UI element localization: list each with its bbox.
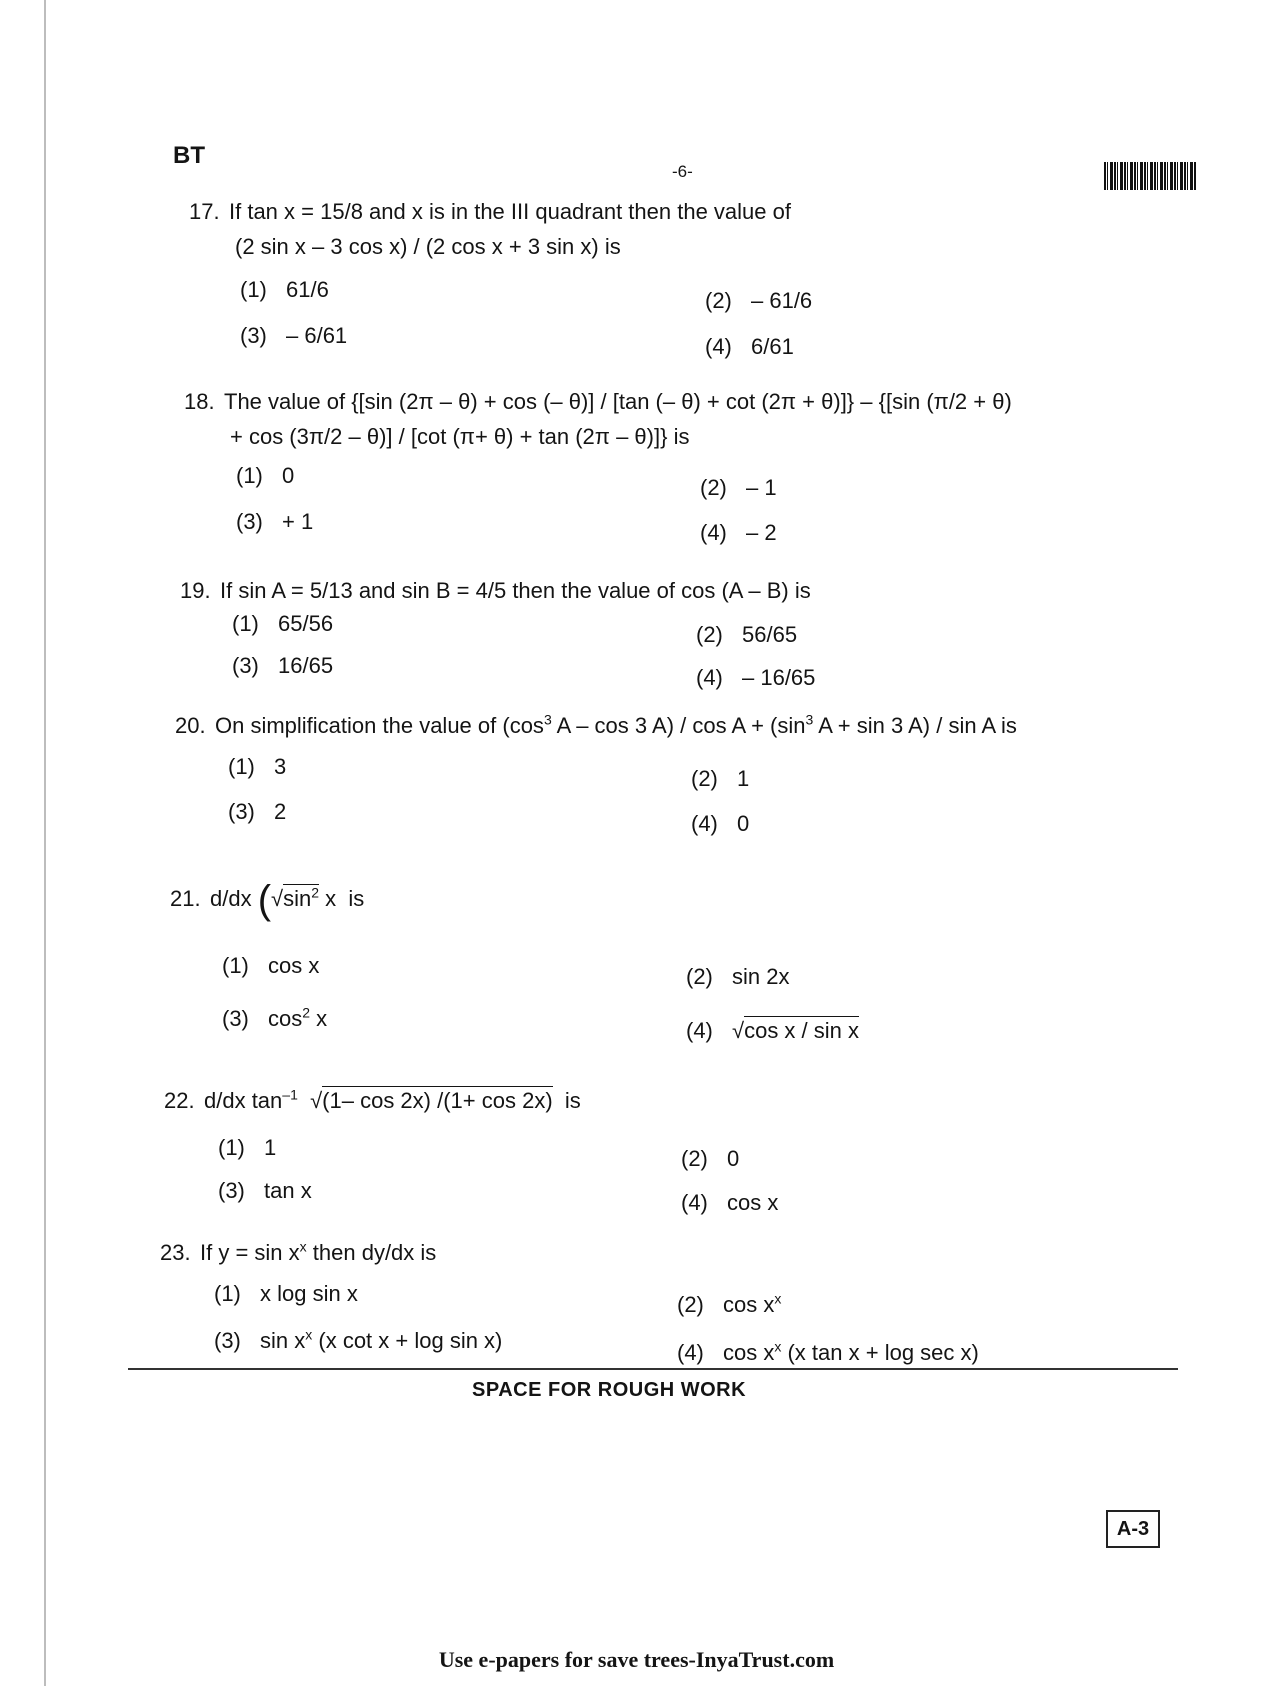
option-4: (4) – 2 xyxy=(700,520,777,545)
option-2: (2) 1 xyxy=(691,766,750,791)
question-number: 22. xyxy=(164,1088,195,1113)
question-17 xyxy=(189,198,791,226)
option-4: (4) $\cos x^x$ (x tan x + log sec x) xyxy=(677,1338,979,1365)
option-2: (2) 0 xyxy=(681,1146,740,1171)
option-4: (4) 6/61 xyxy=(705,334,794,359)
question-number: 19. xyxy=(180,578,211,603)
question-21: 21. d/dx ($√\sin^2$ x is xyxy=(170,878,365,922)
option-2: (2) – 61/6 xyxy=(705,288,813,313)
option-2: (2) – 1 xyxy=(700,475,777,500)
option-4: (4) 0 xyxy=(691,811,750,836)
paper-code: BT xyxy=(173,142,205,169)
option-4: (4) – 16/65 xyxy=(696,665,816,690)
option-4: (4) √cos x / sin x xyxy=(686,1018,859,1043)
sqrt-symbol: √(1– cos 2x) /(1+ cos 2x) xyxy=(310,1088,553,1113)
sqrt-symbol: $√\sin^2$ xyxy=(271,884,320,911)
barcode xyxy=(1104,162,1196,190)
question-23: 23. If $y = \sin x^x$ then dy/dx is xyxy=(160,1238,437,1265)
option-1: (1) 0 xyxy=(236,463,295,488)
option-1: (1) 1 xyxy=(218,1135,277,1160)
question-text: If sin A = 5/13 and sin B = 4/5 then the value of cos (A – B) is xyxy=(220,578,811,603)
option-1: (1) 3 xyxy=(228,754,287,779)
divider-line xyxy=(128,1368,1178,1370)
option-3: (3) $\sin x^x$ (x cot x + log sin x) xyxy=(214,1326,503,1353)
option-3: (3) – 6/61 xyxy=(240,323,348,348)
option-1: (1) 61/6 xyxy=(240,277,329,302)
set-code-box: A-3 xyxy=(1106,1510,1160,1548)
page-number: -6- xyxy=(672,162,693,181)
page-edge-line xyxy=(44,0,46,1686)
option-4: (4) cos x xyxy=(681,1190,779,1215)
option-2: (2) $\cos x^x$ xyxy=(677,1290,782,1317)
option-2: (2) sin 2x xyxy=(686,964,790,989)
option-2: (2) 56/65 xyxy=(696,622,798,647)
question-number: 17. xyxy=(189,199,220,224)
question-number: 21. xyxy=(170,886,201,911)
option-3: (3) + 1 xyxy=(236,509,314,534)
option-3: (3) $\cos^2 x$ xyxy=(222,1004,328,1031)
option-1: (1) 65/56 xyxy=(232,611,334,636)
sqrt-symbol: √cos x / sin x xyxy=(732,1018,859,1043)
question-number: 18. xyxy=(184,389,215,414)
option-3: (3) tan x xyxy=(218,1178,312,1203)
option-3: (3) 2 xyxy=(228,799,287,824)
option-1: (1) cos x xyxy=(222,953,320,978)
question-text: If tan x = 15/8 and x is in the III quadrant then the value of xyxy=(229,199,791,224)
open-paren: ( xyxy=(257,878,272,922)
question-22: 22. d/dx $\tan^{-1} √(1-$ cos 2x) /(1+ cos 2x) is xyxy=(164,1086,581,1113)
rough-work-heading: SPACE FOR ROUGH WORK xyxy=(472,1379,747,1401)
question-text: The value of {[sin (2π – θ) + cos (– θ)] / [tan (– θ) + cot (2π + θ)]} – {[sin (π/2 + θ) xyxy=(224,389,1012,414)
option-1: (1) x log sin x xyxy=(214,1281,358,1306)
question-number: 20. xyxy=(175,713,206,738)
question-18 xyxy=(184,388,1012,416)
question-19 xyxy=(180,577,811,605)
question-17-line2: (2 sin x – 3 cos x) / (2 cos x + 3 sin x) is xyxy=(235,234,621,259)
footer-text: Use e-papers for save trees-InyaTrust.com xyxy=(438,1647,835,1672)
question-20: 20. On simplification the value of ($\cos^3$ A – cos 3 $A) / \cos A + (\sin^3$ A + sin 3 A) / sin A is xyxy=(175,711,1017,738)
question-number: 23. xyxy=(160,1240,191,1265)
question-18-line2: + cos (3π/2 – θ)] / [cot (π+ θ) + tan (2π – θ)]} is xyxy=(230,424,690,449)
option-3: (3) 16/65 xyxy=(232,653,334,678)
